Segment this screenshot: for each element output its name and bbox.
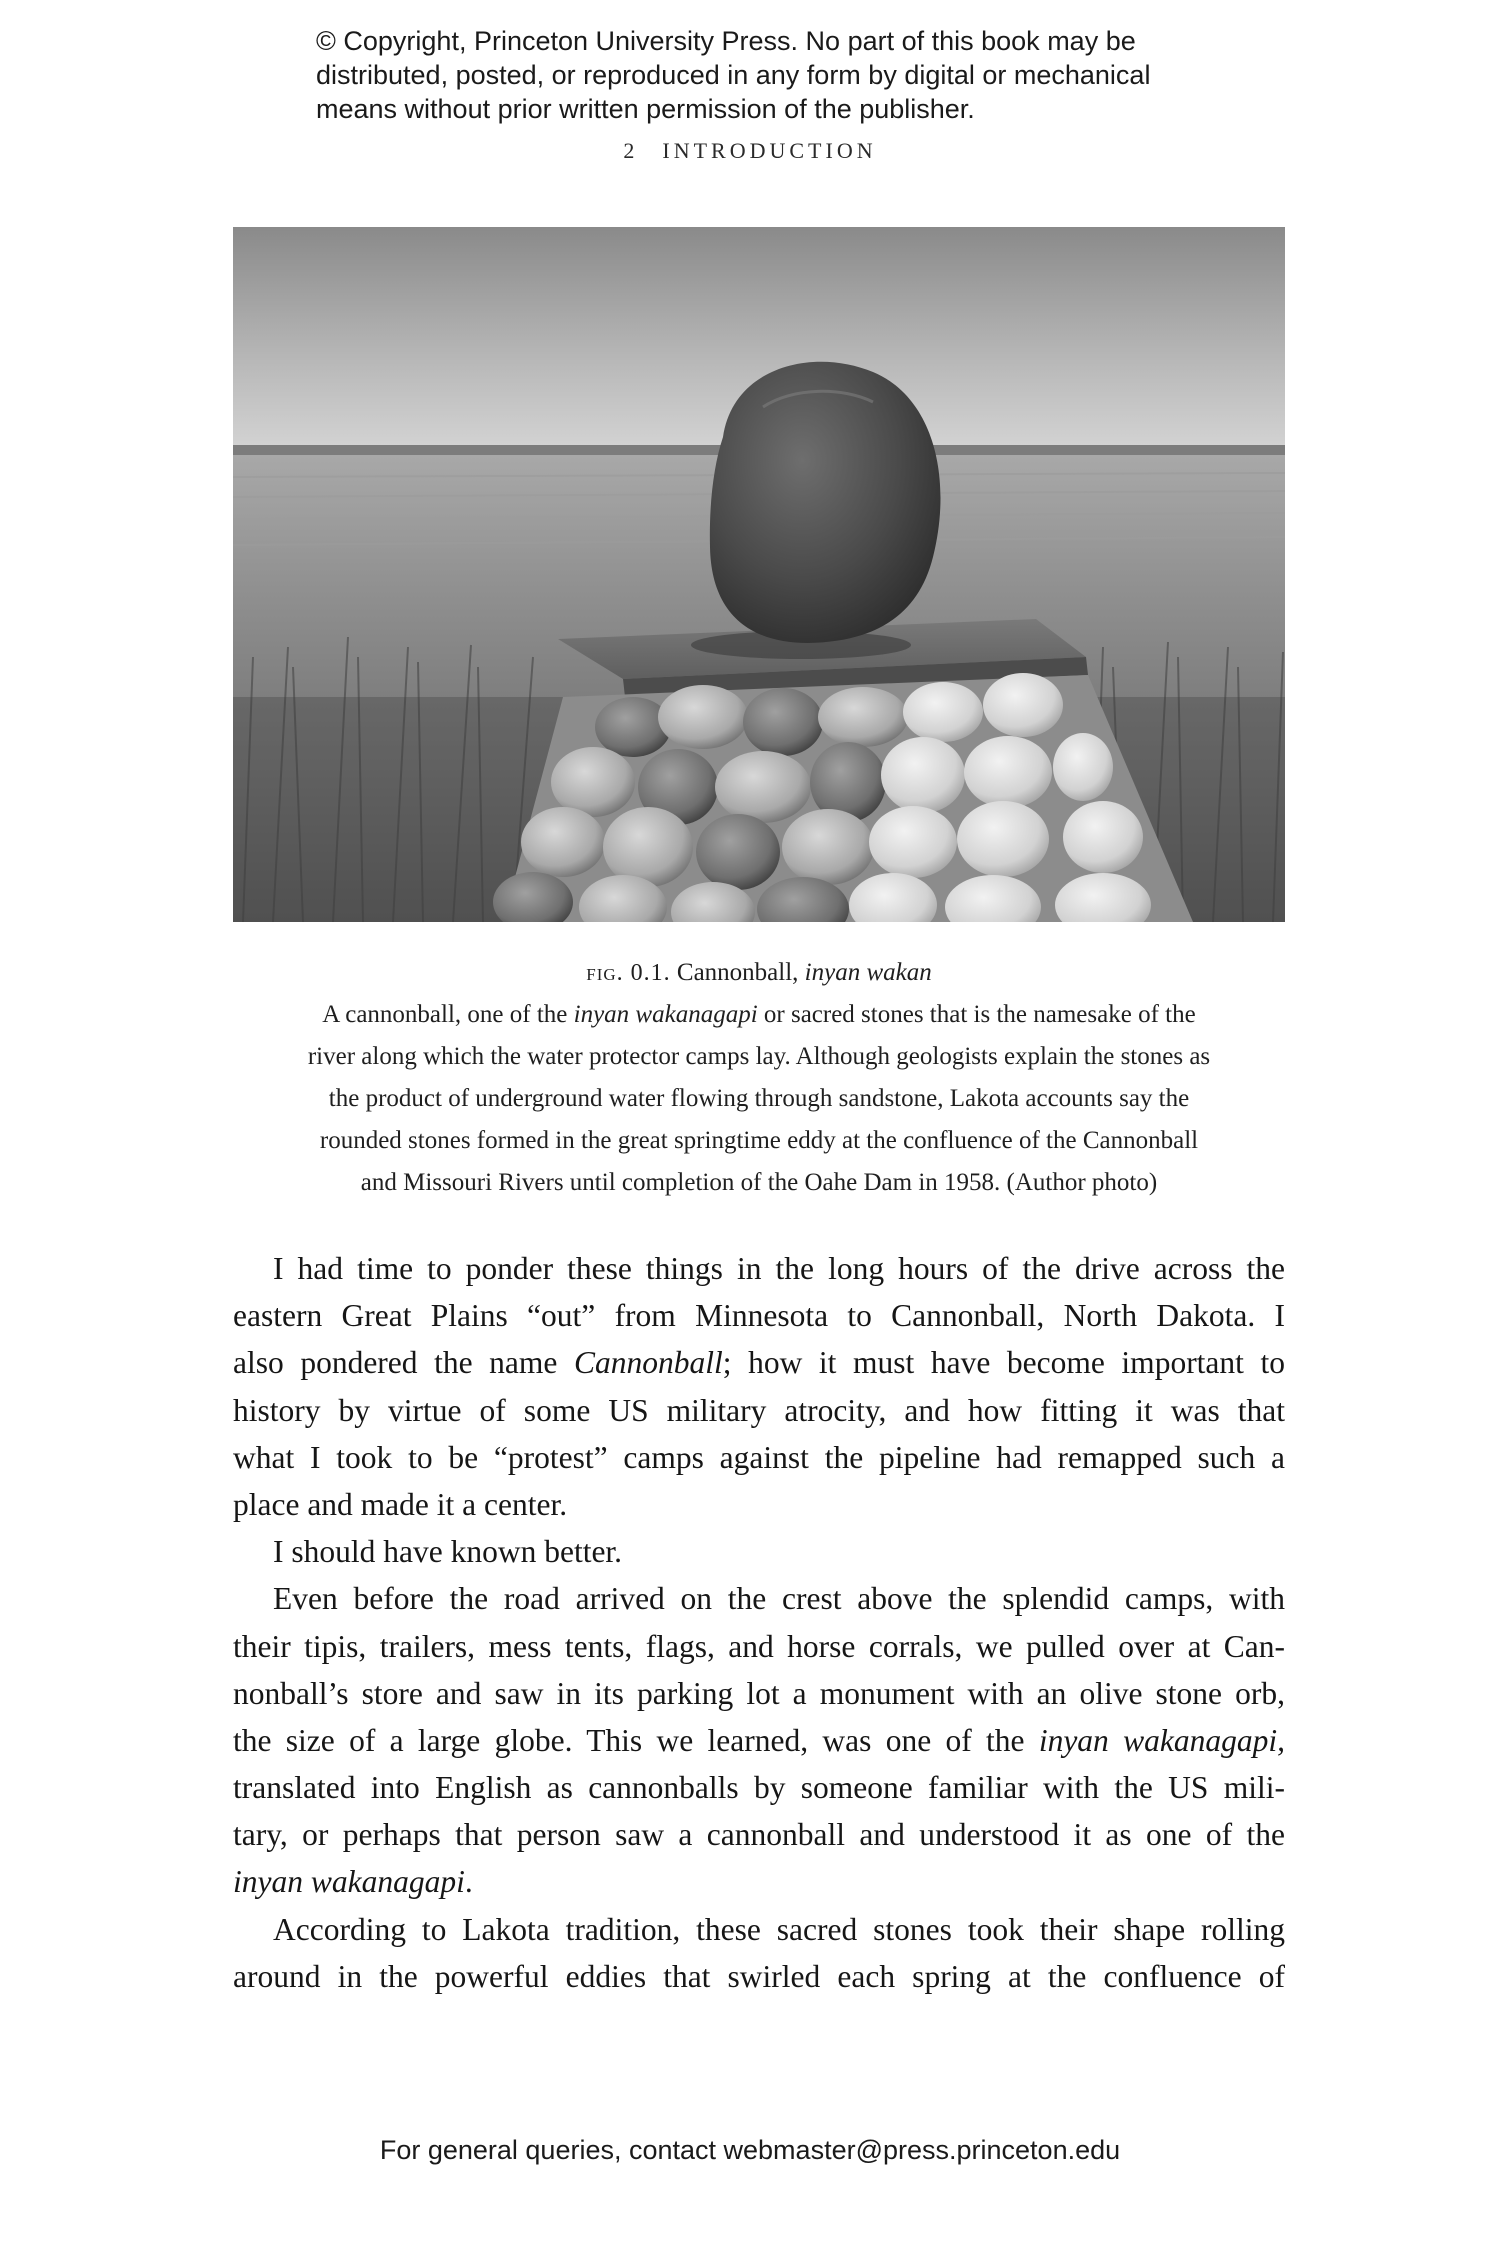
copyright-line: © Copyright, Princeton University Press. No part of this book may be bbox=[316, 26, 1136, 56]
text-line: I had time to ponder these things in the long hours of the drive across the bbox=[273, 1251, 1285, 1286]
text-line: tary, or perhaps that person saw a cannonball and understood it as one of the bbox=[233, 1817, 1285, 1853]
text-line: According to Lakota tradition, these sacred stones took their shape rolling bbox=[273, 1911, 1285, 1947]
copyright-line: distributed, posted, or reproduced in any form by digital or mechanical bbox=[316, 60, 1151, 90]
text-italic: inyan wakanagapi bbox=[233, 1864, 465, 1900]
cannonball-stone-photo bbox=[233, 227, 1285, 922]
text-line bbox=[233, 1717, 1285, 1764]
caption-line: rounded stones formed in the great springtime eddy at the confluence of the Cannonball bbox=[319, 1127, 1199, 1154]
text-line: Even before the road arrived on the crest above the splendid camps, with bbox=[273, 1581, 1285, 1617]
text-line bbox=[233, 1339, 1285, 1386]
text-run: the size of a large globe. This we learned, was one of the bbox=[233, 1722, 1039, 1758]
caption-text: A cannonball, one of the bbox=[322, 1001, 574, 1028]
footer-contact: For general queries, contact webmaster@press.princeton.edu bbox=[379, 2135, 1121, 2165]
copyright-line: means without prior written permission of the publisher. bbox=[316, 94, 975, 124]
caption-italic: inyan wakanagapi bbox=[573, 1001, 758, 1028]
text-line: place and made it a center. bbox=[233, 1486, 568, 1522]
caption-line: and Missouri Rivers until completion of the Oahe Dam in 1958. (Author photo) bbox=[360, 1169, 1158, 1196]
text-run: also pondered the name bbox=[233, 1345, 574, 1381]
text-line: around in the powerful eddies that swirled each spring at the confluence of bbox=[233, 1958, 1285, 1994]
text-line: their tipis, trailers, mess tents, flags, and horse corrals, we pulled over at Can- bbox=[233, 1628, 1285, 1664]
figure-title-italic: inyan wakan bbox=[804, 959, 932, 986]
caption-line: river along which the water protector camps lay. Although geologists explain the stones as bbox=[307, 1043, 1211, 1070]
text-italic: Cannonball bbox=[573, 1345, 723, 1381]
caption-line: the product of underground water flowing through sandstone, Lakota accounts say the bbox=[328, 1085, 1190, 1112]
text-line: translated into English as cannonballs by someone familiar with the US mili- bbox=[233, 1770, 1285, 1806]
text-line: eastern Great Plains “out” from Minnesota to Cannonball, North Dakota. I bbox=[233, 1298, 1285, 1334]
text-run: ; how it must have become important to bbox=[722, 1345, 1285, 1381]
text-line: what I took to be “protest” camps against the pipeline had remapped such a bbox=[233, 1439, 1285, 1475]
figure-photo bbox=[233, 227, 1285, 922]
text-line bbox=[233, 1858, 1285, 1905]
running-head bbox=[0, 138, 1500, 164]
copyright-notice bbox=[316, 24, 1216, 126]
page-number: 2 bbox=[623, 138, 635, 163]
caption-text: or sacred stones that is the namesake of the bbox=[757, 1001, 1196, 1028]
text-italic: inyan wakanagapi, bbox=[1038, 1722, 1285, 1758]
text-run: . bbox=[464, 1864, 473, 1900]
text-line: nonball’s store and saw in its parking lot a monument with an olive stone orb, bbox=[233, 1675, 1285, 1711]
figure-label: fig. 0.1. bbox=[586, 960, 671, 986]
caption-line bbox=[233, 994, 1285, 1036]
body-text bbox=[233, 1245, 1285, 2000]
caption-title-line bbox=[233, 952, 1285, 994]
text-line: I should have known better. bbox=[273, 1534, 623, 1570]
figure-title: Cannonball, bbox=[676, 959, 799, 986]
text-line: history by virtue of some US military atrocity, and how fitting it was that bbox=[233, 1392, 1285, 1428]
figure-caption bbox=[233, 952, 1285, 1204]
chapter-title: INTRODUCTION bbox=[662, 138, 877, 163]
